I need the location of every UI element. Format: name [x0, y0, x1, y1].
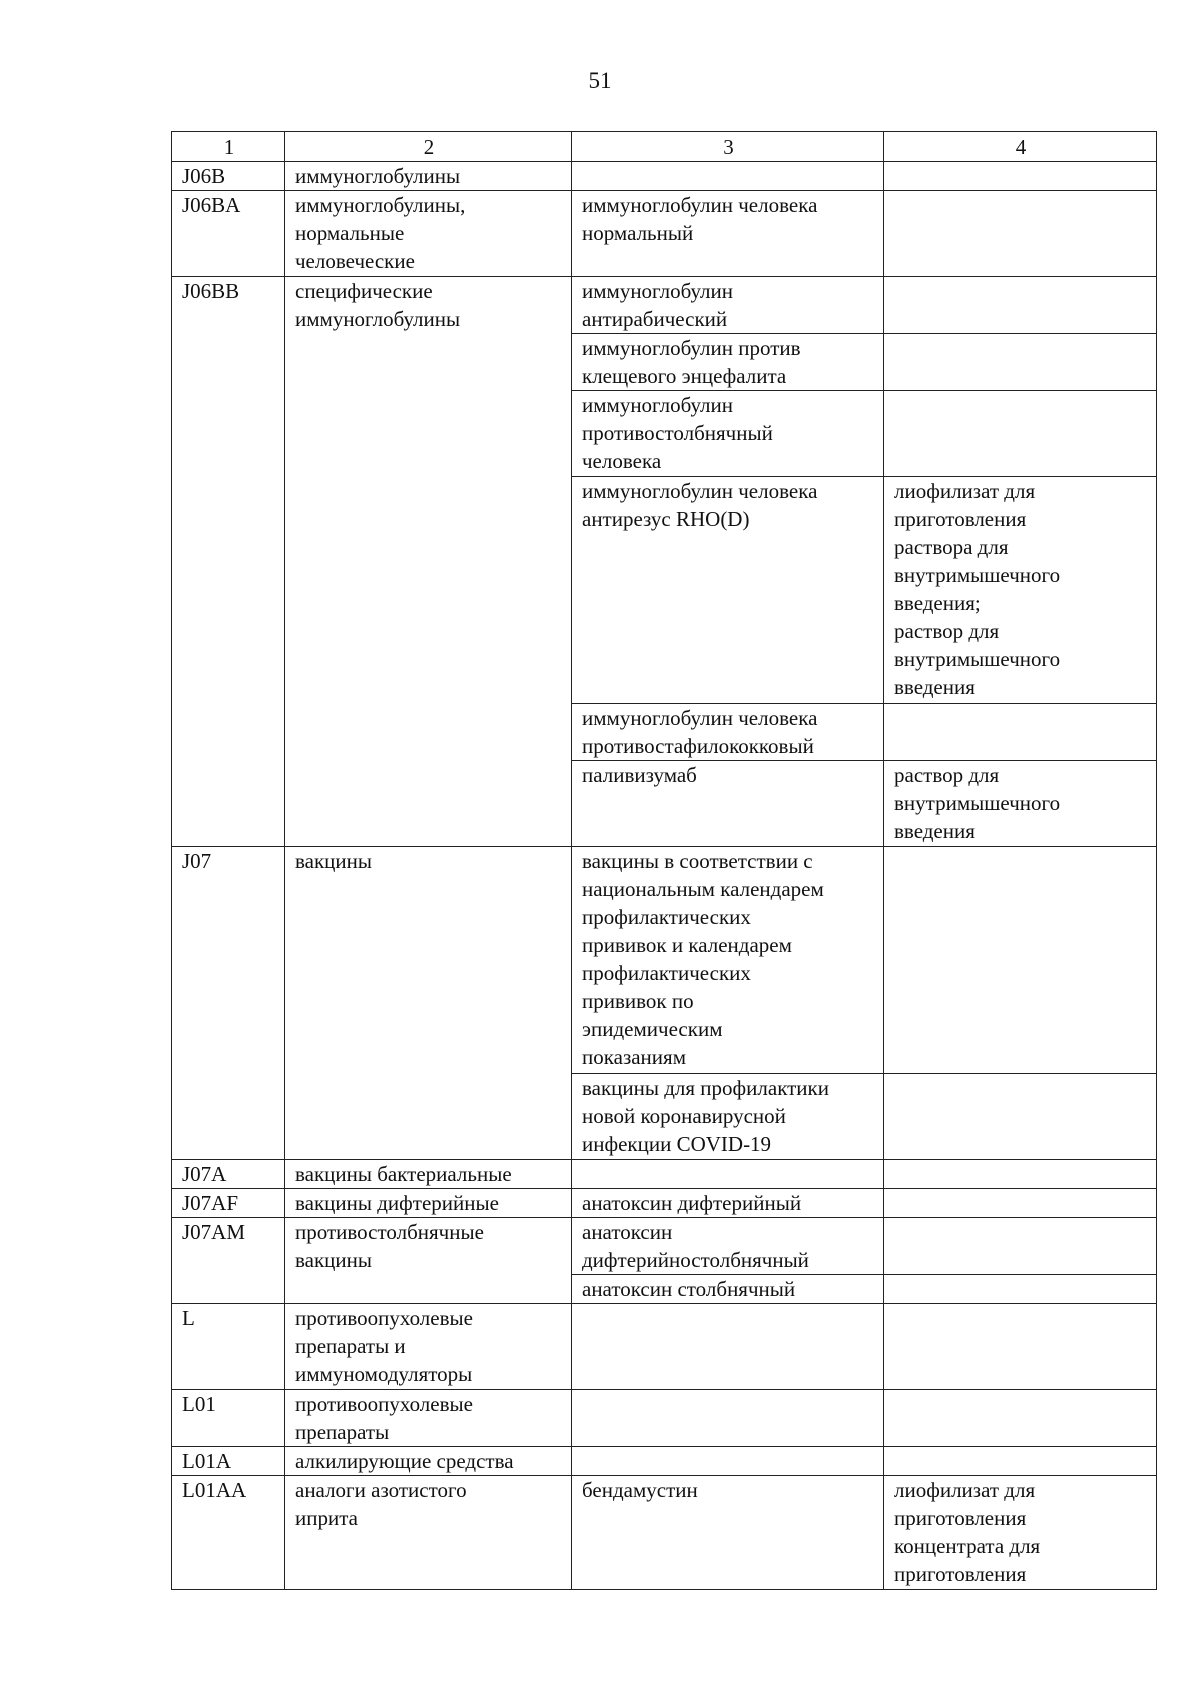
table-row [172, 1447, 1157, 1476]
dosage-form-cell [884, 334, 1157, 391]
drug-name-cell: иммуноглобулин человека нормальный [572, 191, 884, 277]
drug-name-cell: иммуноглобулин против клещевого энцефалита [572, 334, 884, 391]
drug-name-cell [572, 1390, 884, 1447]
drug-name-cell: иммуноглобулин человека антирезус RHO(D) [572, 477, 884, 704]
group-name-cell: противоопухолевые препараты [285, 1390, 572, 1447]
drug-name-cell: бендамустин [572, 1476, 884, 1590]
table-row [172, 277, 1157, 334]
atc-code-cell: J07 [172, 847, 285, 1160]
dosage-form-cell: раствор для внутримышечного введения [884, 761, 1157, 847]
drug-name-cell [572, 1160, 884, 1189]
header-cell-2: 2 [285, 132, 572, 162]
table-row [172, 162, 1157, 191]
dosage-form-cell [884, 704, 1157, 761]
group-name-cell: специфические иммуноглобулины [285, 277, 572, 847]
dosage-form-cell [884, 1275, 1157, 1304]
dosage-form-cell [884, 1390, 1157, 1447]
table-row [172, 847, 1157, 1074]
dosage-form-cell [884, 1189, 1157, 1218]
drug-name-cell: анатоксин столбнячный [572, 1275, 884, 1304]
atc-code-cell: J06BB [172, 277, 285, 847]
drug-name-cell: анатоксин дифтерийный [572, 1189, 884, 1218]
drug-name-cell: иммуноглобулин антирабический [572, 277, 884, 334]
drug-name-cell: анатоксин дифтерийностолбнячный [572, 1218, 884, 1275]
table-row [172, 191, 1157, 277]
atc-code-cell: J07AM [172, 1218, 285, 1304]
atc-code-cell: J07A [172, 1160, 285, 1189]
group-name-cell: иммуноглобулины [285, 162, 572, 191]
drug-name-cell: вакцины в соответствии с национальным календарем профилактических прививок и календарем профилактических прививок по эпидемическим показаниям [572, 847, 884, 1074]
dosage-form-cell [884, 1218, 1157, 1275]
dosage-form-cell [884, 1447, 1157, 1476]
table-row [172, 1390, 1157, 1447]
group-name-cell: вакцины бактериальные [285, 1160, 572, 1189]
dosage-form-cell [884, 162, 1157, 191]
dosage-form-cell [884, 847, 1157, 1074]
dosage-form-cell [884, 391, 1157, 477]
table-row [172, 1304, 1157, 1390]
dosage-form-cell [884, 277, 1157, 334]
group-name-cell: алкилирующие средства [285, 1447, 572, 1476]
group-name-cell: вакцины дифтерийные [285, 1189, 572, 1218]
dosage-form-cell [884, 191, 1157, 277]
atc-code-cell: J06B [172, 162, 285, 191]
drug-name-cell: иммуноглобулин противостолбнячный человека [572, 391, 884, 477]
header-row [172, 132, 1157, 162]
drug-table [171, 131, 1157, 1590]
page-number: 51 [588, 68, 612, 93]
dosage-form-cell [884, 1160, 1157, 1189]
drug-name-cell: иммуноглобулин человека противостафилококковый [572, 704, 884, 761]
drug-name-cell [572, 162, 884, 191]
atc-code-cell: L [172, 1304, 285, 1390]
table-row [172, 1160, 1157, 1189]
group-name-cell: противоопухолевые препараты и иммуномодуляторы [285, 1304, 572, 1390]
header-cell-4: 4 [884, 132, 1157, 162]
atc-code-cell: L01AA [172, 1476, 285, 1590]
drug-name-cell [572, 1447, 884, 1476]
atc-code-cell: J07AF [172, 1189, 285, 1218]
atc-code-cell: L01A [172, 1447, 285, 1476]
group-name-cell: иммуноглобулины, нормальные человеческие [285, 191, 572, 277]
header-cell-1: 1 [172, 132, 285, 162]
group-name-cell: противостолбнячные вакцины [285, 1218, 572, 1304]
atc-code-cell: J06BA [172, 191, 285, 277]
drug-name-cell: вакцины для профилактики новой коронавирусной инфекции COVID-19 [572, 1074, 884, 1160]
drug-name-cell: паливизумаб [572, 761, 884, 847]
dosage-form-cell [884, 1074, 1157, 1160]
drug-name-cell [572, 1304, 884, 1390]
table-row [172, 1218, 1157, 1275]
header-cell-3: 3 [572, 132, 884, 162]
dosage-form-cell: лиофилизат для приготовления концентрата для приготовления [884, 1476, 1157, 1590]
dosage-form-cell: лиофилизат для приготовления раствора для внутримышечного введения; раствор для внутримышечного введения [884, 477, 1157, 704]
table-row [172, 1189, 1157, 1218]
dosage-form-cell [884, 1304, 1157, 1390]
group-name-cell: вакцины [285, 847, 572, 1160]
table-row [172, 1476, 1157, 1590]
atc-code-cell: L01 [172, 1390, 285, 1447]
group-name-cell: аналоги азотистого иприта [285, 1476, 572, 1590]
